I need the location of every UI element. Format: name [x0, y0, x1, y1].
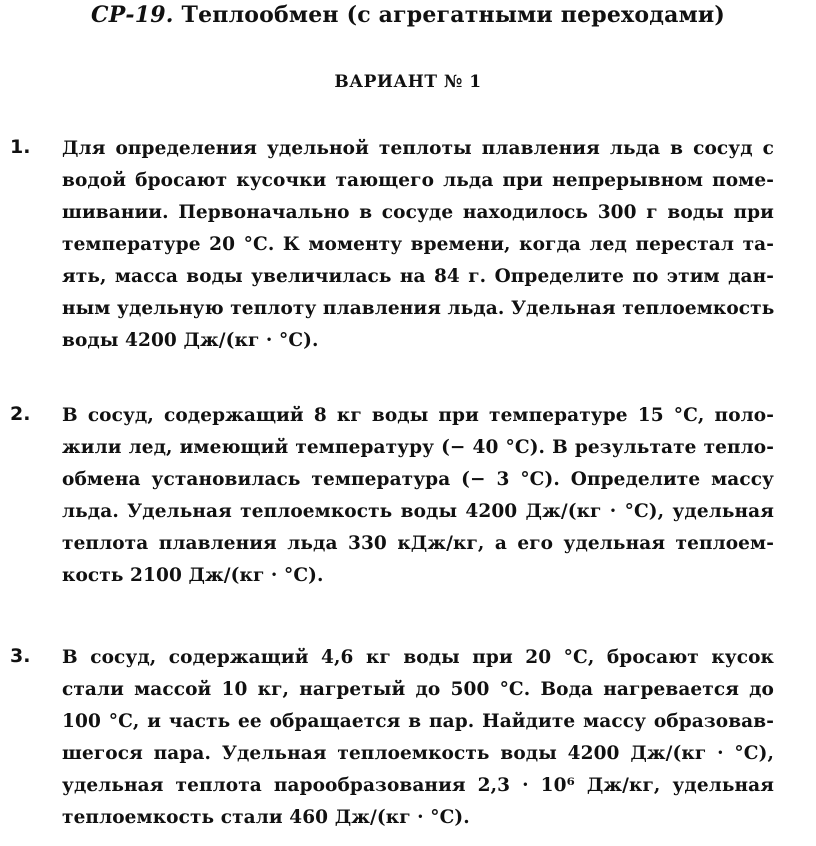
problem-line: температуре 20 °С. К моменту времени, когда лед перестал та-: [62, 234, 774, 255]
problem-line: водой бросают кусочки тающего льда при непрерывном поме-: [62, 170, 774, 191]
problem-line: льда. Удельная теплоемкость воды 4200 Дж/(кг · °С), удельная: [62, 501, 774, 522]
problem-line: В сосуд, содержащий 8 кг воды при температуре 15 °С, поло-: [62, 405, 774, 426]
variant-heading: ВАРИАНТ № 1: [334, 72, 482, 92]
problem-line: обмена установилась температура (− 3 °С). Определите массу: [62, 469, 774, 490]
problem-number: 1.: [10, 136, 31, 158]
work-title: Теплообмен (с агрегатными переходами): [181, 2, 726, 28]
problem-line: удельная теплота парообразования 2,3 · 10⁶ Дж/кг, удельная: [62, 775, 774, 796]
problem-line: ять, масса воды увеличилась на 84 г. Определите по этим дан-: [62, 266, 774, 287]
problem-line: 100 °С, и часть ее обращается в пар. Найдите массу образовав-: [62, 711, 774, 732]
problem-line: стали массой 10 кг, нагретый до 500 °С. Вода нагревается до: [62, 679, 774, 700]
problem-line: В сосуд, содержащий 4,6 кг воды при 20 °С, бросают кусок: [62, 647, 774, 668]
problem-line: Для определения удельной теплоты плавления льда в сосуд с: [62, 138, 774, 159]
problem-line: жили лед, имеющий температуру (− 40 °С). В результате тепло-: [62, 437, 774, 458]
problem-number: 2.: [10, 403, 31, 425]
work-code: СР-19.: [90, 2, 174, 28]
problem-line: теплоемкость стали 460 Дж/(кг · °С).: [62, 807, 470, 828]
page-title: [0, 2, 816, 28]
problem-line: воды 4200 Дж/(кг · °С).: [62, 330, 319, 351]
problem-line: ным удельную теплоту плавления льда. Удельная теплоемкость: [62, 298, 775, 319]
problem-line: кость 2100 Дж/(кг · °С).: [62, 565, 324, 586]
problem-line: шегося пара. Удельная теплоемкость воды 4200 Дж/(кг · °С),: [62, 743, 774, 764]
problem-number: 3.: [10, 645, 31, 667]
problem-line: теплота плавления льда 330 кДж/кг, а его удельная теплоем-: [62, 533, 774, 554]
problem-line: шивании. Первоначально в сосуде находилось 300 г воды при: [62, 202, 774, 223]
